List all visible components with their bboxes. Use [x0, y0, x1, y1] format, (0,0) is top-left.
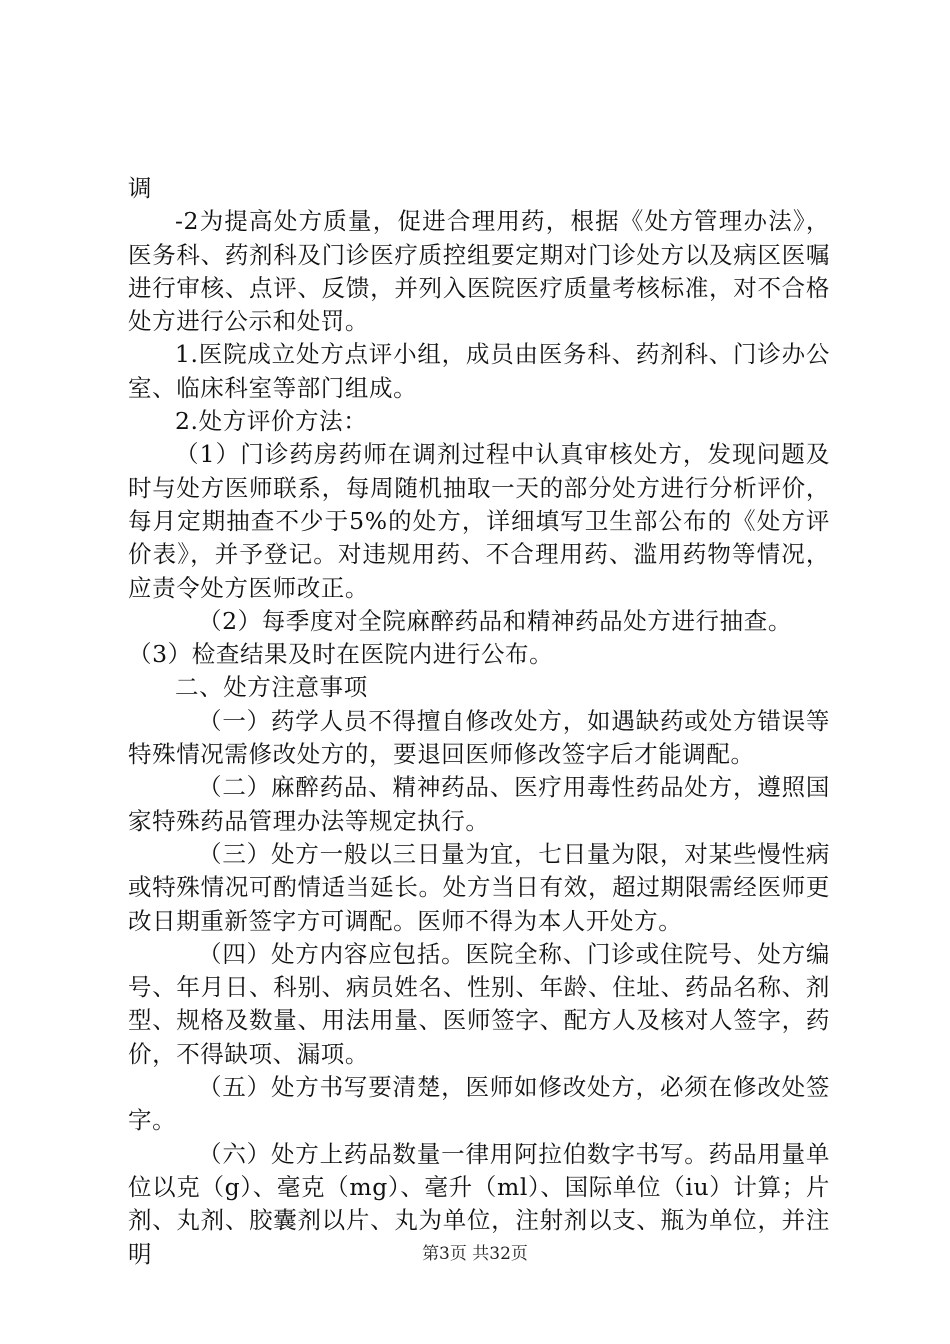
paragraph-10: （二）麻醉药品、精神药品、医疗用毒性药品处方，遵照国家特殊药品管理办法等规定执行。 [128, 773, 830, 835]
section-heading: 二、处方注意事项 [175, 673, 368, 702]
page-number: 第3页 共32页 [422, 1244, 528, 1264]
document-body [128, 172, 830, 1271]
paragraph-13: （五）处方书写要清楚，医师如修改处方，必须在修改处签字。 [128, 1073, 830, 1135]
paragraph-1: 调 [128, 174, 153, 202]
paragraph-9: （一）药学人员不得擅自修改处方，如遇缺药或处方错误等特殊情况需修改处方的，要退回医师修改签字后才能调配。 [128, 706, 830, 769]
paragraph-6: （2）每季度对全院麻醉药品和精神药品处方进行抽查。 [198, 606, 792, 635]
paragraph-5: （1）门诊药房药师在调剂过程中认真审核处方，发现问题及时与处方医师联系，每周随机抽取一天的部分处方进行分析评价，每月定期抽查不少于5%的处方，详细填写卫生部公布的《处方评价表》，并予登记。对违规用药、不合理用药、滥用药物等情况，应责令处方医师改正。 [128, 440, 830, 602]
paragraph-3: 1.医院成立处方点评小组，成员由医务科、药剂科、门诊办公室、临床科室等部门组成。 [128, 340, 830, 402]
paragraph-11: （三）处方一般以三日量为宜，七日量为限，对某些慢性病或特殊情况可酌情适当延长。处方当日有效，超过期限需经医师更改日期重新签字方可调配。医师不得为本人开处方。 [128, 839, 830, 935]
paragraph-14: （六）处方上药品数量一律用阿拉伯数字书写。药品用量单位以克（g）、毫克（mg）、毫升（ml）、国际单位（iu）计算；片剂、丸剂、胶囊剂以片、丸为单位，注射剂以支、瓶为单位，并注明 [128, 1139, 830, 1268]
paragraph-12: （四）处方内容应包括。医院全称、门诊或住院号、处方编号、年月日、科别、病员姓名、性别、年龄、住址、药品名称、剂型、规格及数量、用法用量、医师签字、配方人及核对人签字，药价，不得缺项、漏项。 [128, 939, 830, 1068]
page-footer [0, 1243, 950, 1265]
paragraph-7: （3）检查结果及时在医院内进行公布。 [128, 640, 554, 669]
paragraph-4: 2.处方评价方法： [175, 407, 368, 436]
paragraph-2: -2为提高处方质量，促进合理用药，根据《处方管理办法》，医务科、药剂科及门诊医疗质控组要定期对门诊处方以及病区医嘱进行审核、点评、反馈，并列入医院医疗质量考核标准，对不合格处方进行公示和处罚。 [128, 207, 830, 336]
